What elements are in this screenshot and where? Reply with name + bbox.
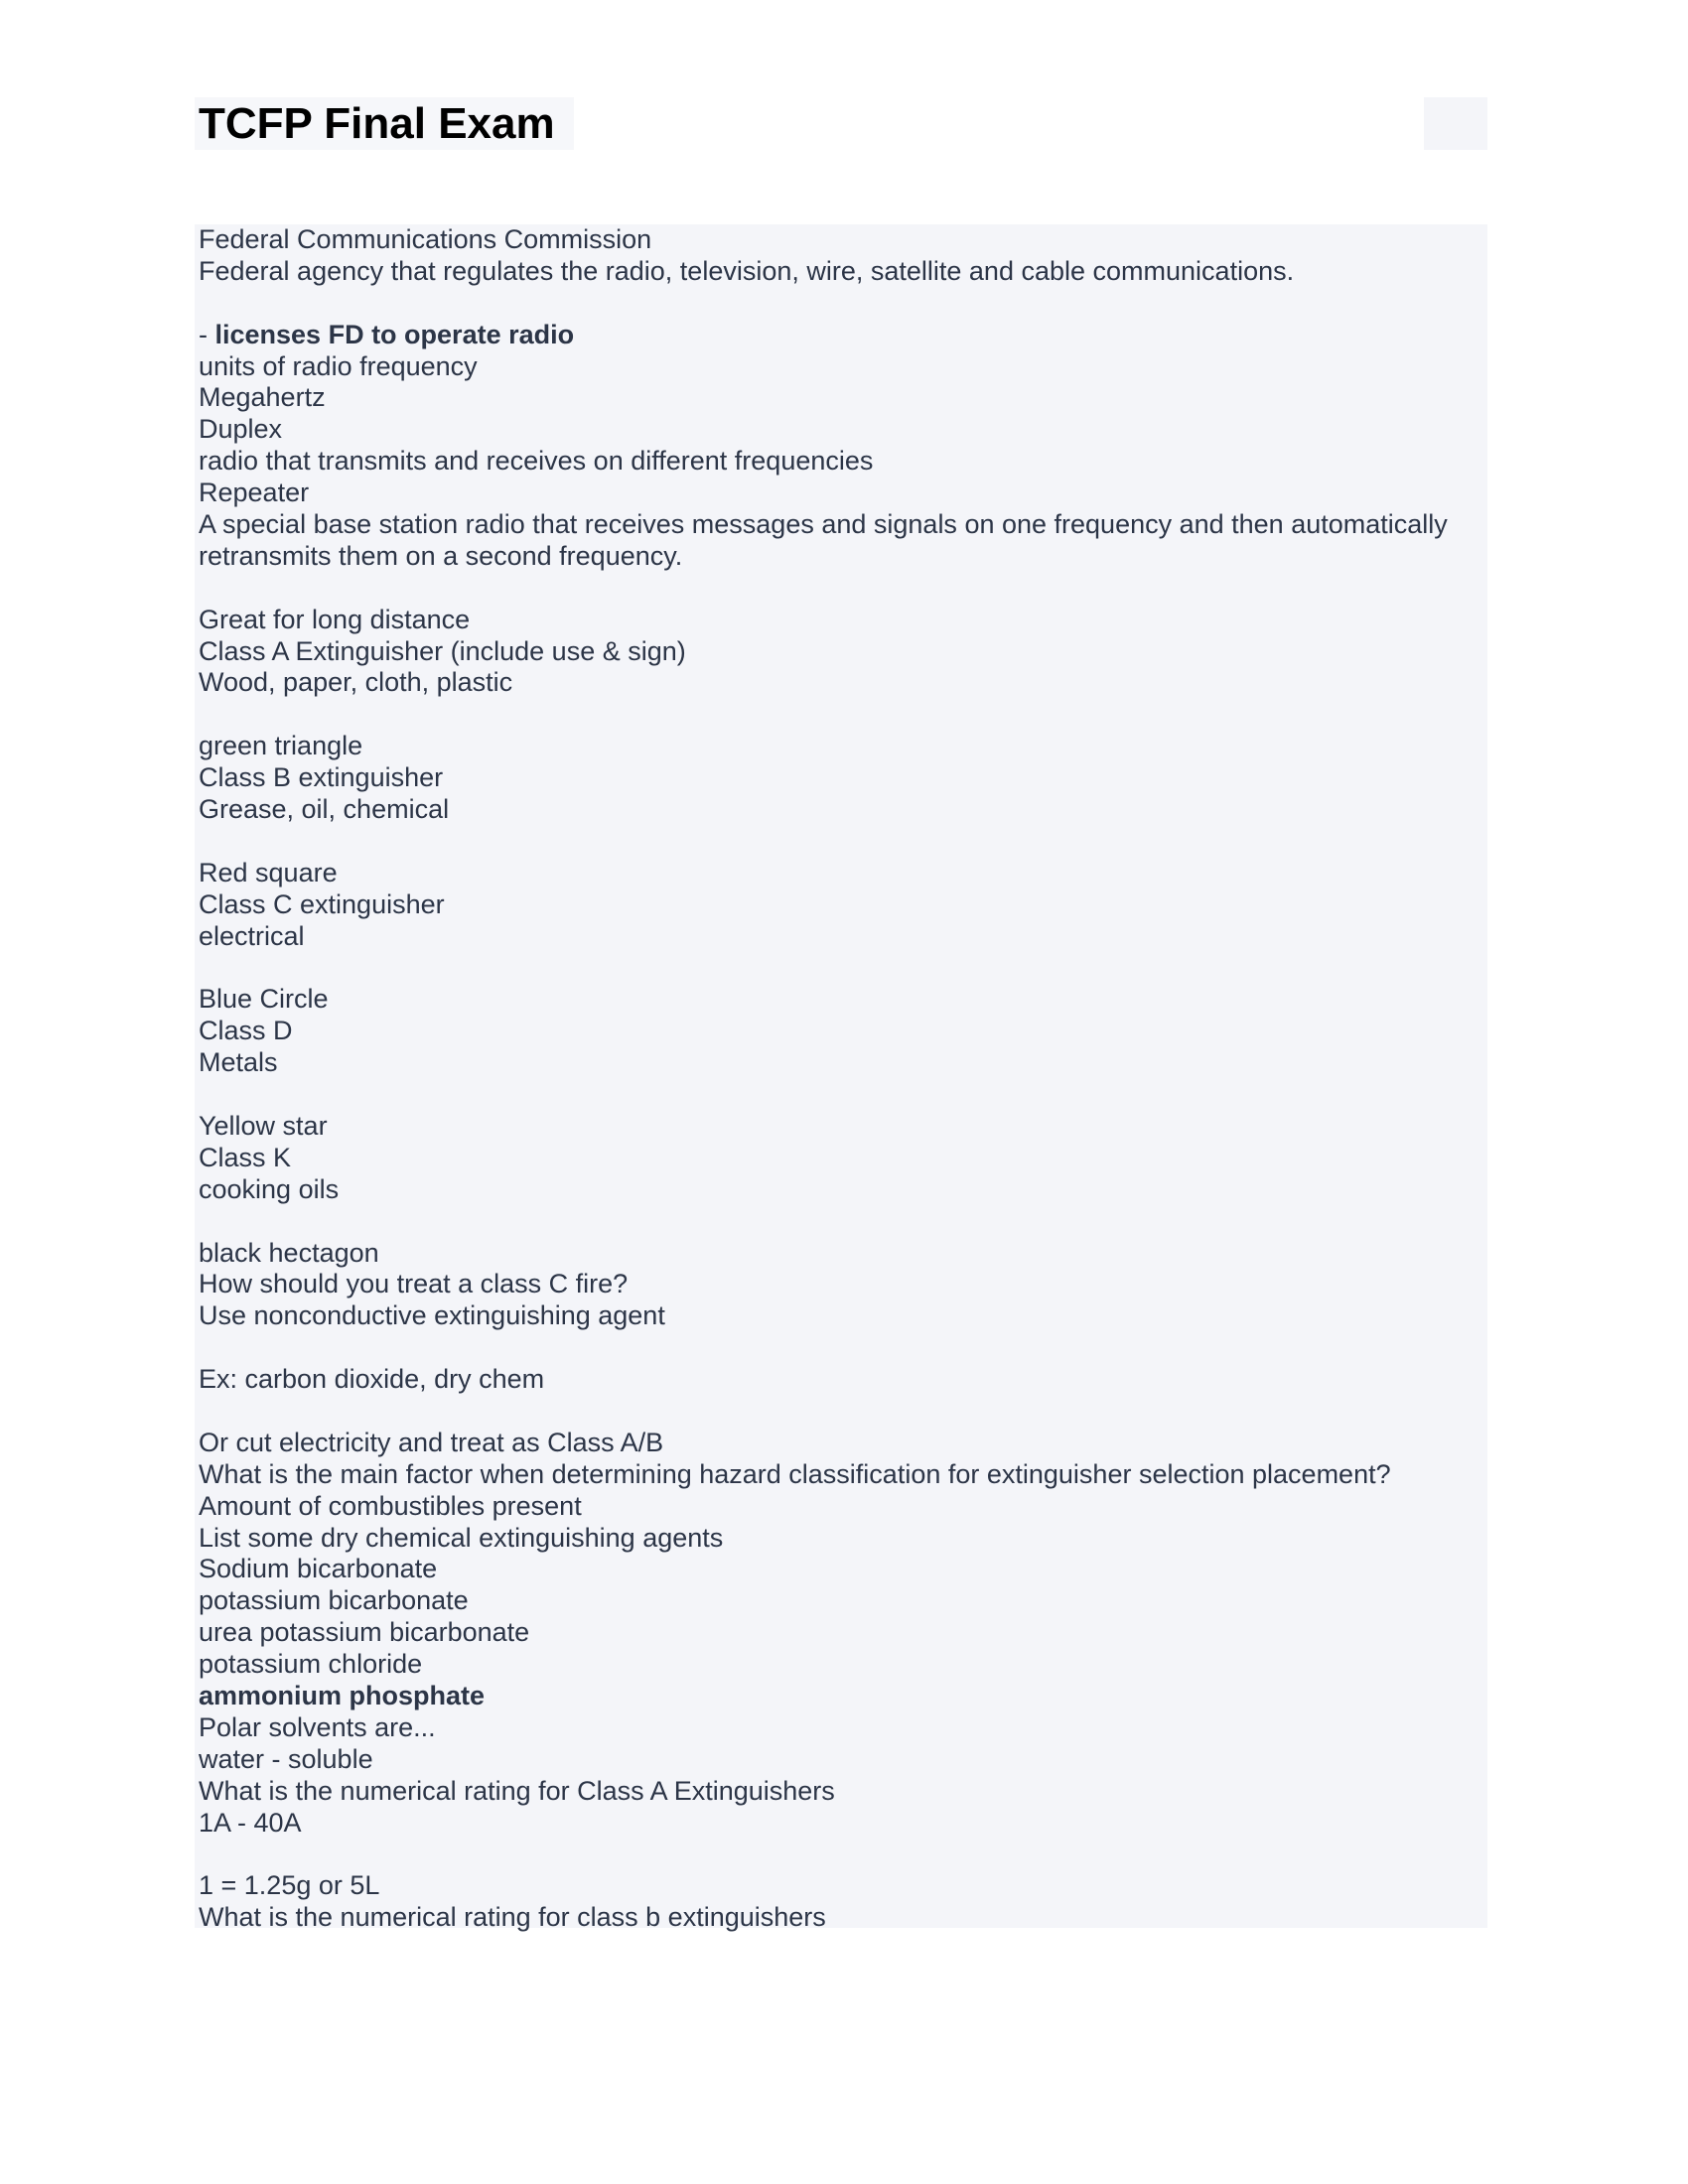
- line-text: Red square: [199, 857, 338, 887]
- text-line: [199, 320, 1487, 351]
- line-text: water - soluble: [199, 1743, 373, 1774]
- flashcard-text-block: [195, 224, 1487, 1933]
- text-line: [199, 1016, 1487, 1047]
- line-text: Metals: [199, 1047, 278, 1078]
- text-line: [199, 1047, 1487, 1079]
- text-line: [199, 1111, 1487, 1143]
- text-line: [199, 414, 1487, 446]
- line-text: Class A Extinguisher (include use & sign): [199, 635, 686, 666]
- line-text: electrical: [199, 920, 305, 951]
- text-line: [199, 1428, 1487, 1459]
- text-line: [199, 762, 1487, 794]
- text-line: [199, 1870, 1487, 1902]
- line-text: 1A - 40A: [199, 1807, 302, 1838]
- text-line: [199, 1744, 1487, 1776]
- text-line: [199, 1776, 1487, 1808]
- line-text: potassium bicarbonate: [199, 1585, 469, 1616]
- line-text: Class D: [199, 1016, 293, 1046]
- text-line: [199, 1174, 1487, 1206]
- line-text: Sodium bicarbonate: [199, 1554, 438, 1584]
- line-text: Or cut electricity and treat as Class A/B: [199, 1427, 664, 1457]
- text-line: [199, 478, 1487, 509]
- text-line: [199, 1808, 1487, 1840]
- text-line: [199, 1238, 1487, 1270]
- text-line: [199, 1712, 1487, 1744]
- text-line: [199, 667, 1487, 699]
- line-text: Class B extinguisher: [199, 762, 444, 793]
- line-text: Blue Circle: [199, 984, 329, 1015]
- line-text: Duplex: [199, 414, 283, 445]
- text-line: [199, 921, 1487, 953]
- text-line: [199, 889, 1487, 921]
- text-line: [199, 509, 1487, 541]
- blank-line: [199, 952, 1487, 984]
- line-text: A special base station radio that receives messages and signals on one frequency and then automatically: [199, 509, 1448, 540]
- line-text: What is the numerical rating for Class A Extinguishers: [199, 1775, 835, 1806]
- line-text: potassium chloride: [199, 1649, 423, 1680]
- text-line: [199, 731, 1487, 762]
- line-text: How should you treat a class C fire?: [199, 1269, 629, 1299]
- header-corner-box: [1424, 97, 1487, 150]
- line-bold-text: ammonium phosphate: [199, 1680, 486, 1710]
- text-line: [199, 382, 1487, 414]
- text-line: [199, 794, 1487, 826]
- line-text: retransmits them on a second frequency.: [199, 540, 683, 571]
- line-bold-text: licenses FD to operate radio: [214, 319, 575, 349]
- line-text: Wood, paper, cloth, plastic: [199, 667, 513, 698]
- line-text: Federal agency that regulates the radio, television, wire, satellite and cable communications.: [199, 255, 1295, 286]
- line-text: What is the numerical rating for class b extinguishers: [199, 1902, 826, 1933]
- blank-line: [199, 1206, 1487, 1238]
- line-text: Great for long distance: [199, 604, 471, 634]
- line-text: 1 = 1.25g or 5L: [199, 1870, 380, 1901]
- text-line: [199, 1681, 1487, 1712]
- line-text: Federal Communications Commission: [199, 224, 652, 254]
- text-line: [199, 446, 1487, 478]
- text-line: [199, 1649, 1487, 1681]
- text-line: [199, 1143, 1487, 1174]
- blank-line: [199, 1079, 1487, 1111]
- text-line: [199, 1585, 1487, 1617]
- text-line: [199, 1300, 1487, 1332]
- line-text: List some dry chemical extinguishing agents: [199, 1522, 724, 1553]
- line-text: Polar solvents are...: [199, 1711, 436, 1742]
- text-line: [199, 1491, 1487, 1523]
- blank-line: [199, 826, 1487, 858]
- line-text: Yellow star: [199, 1110, 328, 1141]
- line-text: cooking oils: [199, 1173, 340, 1204]
- text-line: [199, 1902, 1487, 1934]
- text-line: [199, 605, 1487, 636]
- line-text: What is the main factor when determining hazard classification for extinguisher selection placement?: [199, 1458, 1391, 1489]
- text-line: [199, 984, 1487, 1016]
- text-line: [199, 1523, 1487, 1555]
- line-text: Ex: carbon dioxide, dry chem: [199, 1364, 545, 1395]
- blank-line: [199, 573, 1487, 605]
- text-line: [199, 1269, 1487, 1300]
- line-text: Class K: [199, 1142, 292, 1172]
- blank-line: [199, 288, 1487, 320]
- text-line: [199, 1459, 1487, 1491]
- line-text: Repeater: [199, 478, 310, 508]
- line-text: green triangle: [199, 731, 363, 761]
- text-line: [199, 1617, 1487, 1649]
- blank-line: [199, 1839, 1487, 1870]
- line-text: Class C extinguisher: [199, 888, 445, 919]
- text-line: [199, 351, 1487, 383]
- text-line: [199, 224, 1487, 256]
- line-text: urea potassium bicarbonate: [199, 1617, 530, 1648]
- text-line: [199, 1554, 1487, 1585]
- line-text: Use nonconductive extinguishing agent: [199, 1300, 665, 1331]
- line-text: units of radio frequency: [199, 350, 478, 381]
- blank-line: [199, 699, 1487, 731]
- text-line: [199, 1364, 1487, 1396]
- blank-line: [199, 1396, 1487, 1428]
- document-title: TCFP Final Exam: [199, 99, 555, 148]
- line-text: Megahertz: [199, 382, 326, 413]
- text-line: [199, 858, 1487, 889]
- blank-line: [199, 1332, 1487, 1364]
- text-line: [199, 636, 1487, 668]
- line-text: Amount of combustibles present: [199, 1490, 582, 1521]
- line-text: radio that transmits and receives on different frequencies: [199, 446, 874, 477]
- line-text: -: [199, 319, 215, 349]
- text-line: [199, 541, 1487, 573]
- text-line: [199, 256, 1487, 288]
- line-text: black hectagon: [199, 1237, 379, 1268]
- line-text: Grease, oil, chemical: [199, 794, 450, 825]
